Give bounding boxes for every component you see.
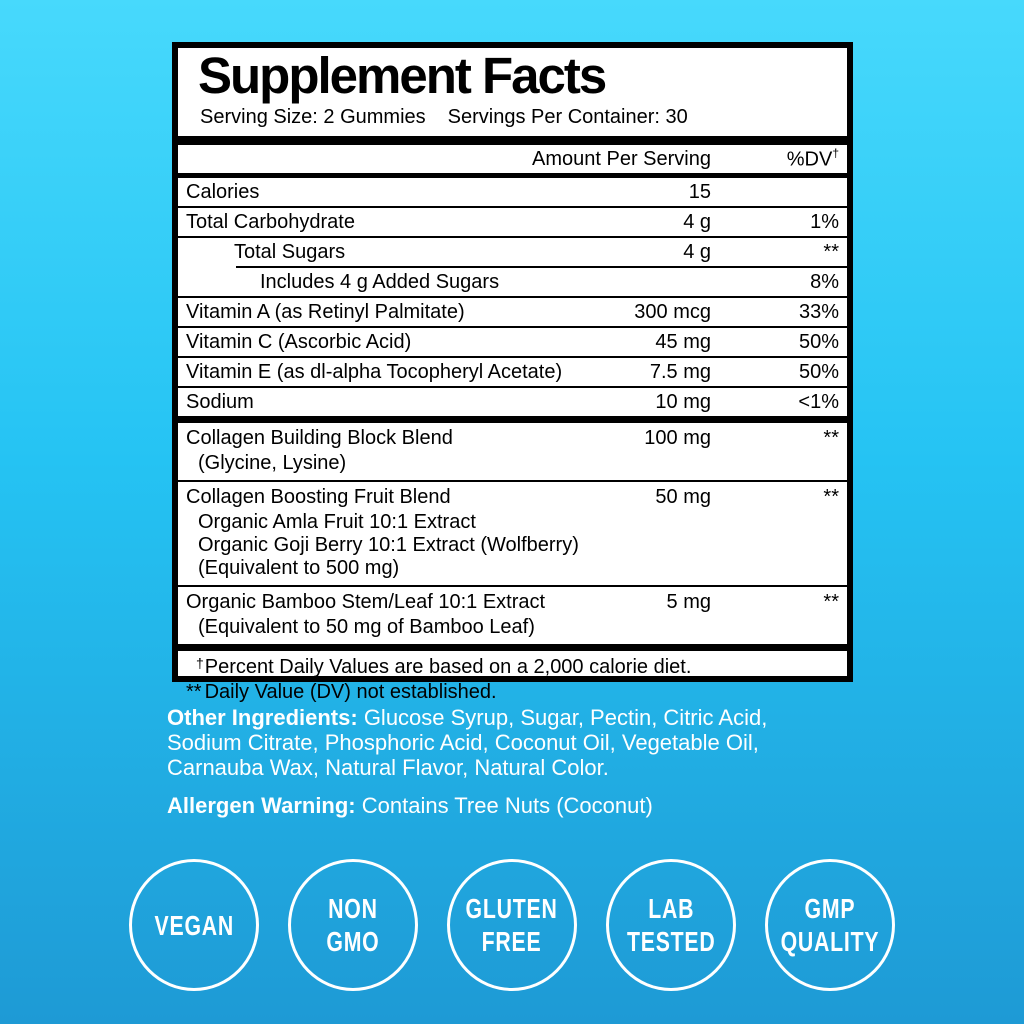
other-ingredients: [167, 705, 829, 780]
dagger-mark: †: [832, 145, 839, 160]
nutrient-line: [186, 358, 839, 386]
serving-size: Serving Size: 2 Gummies: [200, 106, 426, 128]
blend-subline: (Glycine, Lysine): [198, 452, 347, 474]
badge-label: [781, 892, 880, 958]
footnote-marker: †: [196, 655, 204, 671]
dv-label: %DV: [786, 148, 833, 171]
blend-line: [186, 587, 839, 616]
nutrient-row: [186, 208, 839, 236]
footnote-text: Daily Value (DV) not established.: [204, 681, 497, 703]
nutrient-line: [186, 388, 839, 416]
blend-subline: (Equivalent to 500 mg): [198, 557, 400, 579]
allergen-warning: [167, 793, 829, 818]
badge-line: GMO: [326, 926, 380, 957]
nutrient-amount: 7.5 mg: [649, 361, 711, 383]
badge-row: [0, 858, 1024, 992]
blend-dv: **: [823, 486, 839, 508]
nutrient-name: Vitamin A (as Retinyl Palmitate): [186, 301, 465, 323]
blend-amount: 100 mg: [644, 427, 711, 449]
nutrient-name: Sodium: [186, 391, 254, 413]
badge-line: GMP: [804, 893, 856, 924]
blend-row: [186, 423, 839, 480]
nutrient-rows: [186, 178, 839, 416]
nutrient-row: [186, 178, 839, 206]
badge-gluten-free: [447, 859, 577, 991]
badge-line: NON: [328, 893, 378, 924]
badge-non-gmo: [288, 859, 418, 991]
nutrient-dv: 1%: [810, 211, 839, 233]
thick-rule: [178, 416, 847, 423]
nutrient-amount: 4 g: [683, 211, 711, 233]
nutrient-amount: 300 mcg: [634, 301, 711, 323]
additional-info: [167, 705, 829, 818]
nutrient-dv: **: [823, 241, 839, 263]
blend-row: [186, 587, 839, 644]
footnote-marker: **: [186, 681, 202, 703]
nutrient-row: [186, 328, 839, 356]
nutrient-line: [186, 328, 839, 356]
nutrient-amount: 10 mg: [655, 391, 711, 413]
supplement-facts-panel: [172, 42, 853, 703]
nutrient-dv: 50%: [798, 361, 839, 383]
dv-column-header: [711, 147, 839, 172]
nutrient-line: [186, 178, 839, 206]
badge-line: QUALITY: [780, 926, 880, 957]
badge-line: VEGAN: [154, 909, 234, 941]
badge-label: [627, 892, 716, 958]
nutrient-row: [186, 298, 839, 326]
nutrient-dv: 50%: [798, 331, 839, 353]
footnote-text: Percent Daily Values are based on a 2,000 calorie diet.: [204, 656, 692, 678]
nutrient-row: [186, 358, 839, 386]
servings-per-container: Servings Per Container: 30: [447, 106, 688, 128]
nutrient-name: Calories: [186, 181, 260, 203]
blend-subline: Organic Goji Berry 10:1 Extract (Wolfberry): [198, 534, 579, 556]
allergen-warning-label: Allergen Warning:: [167, 793, 356, 818]
nutrient-amount: 45 mg: [655, 331, 711, 353]
badge-label: [326, 892, 379, 958]
nutrient-line: [186, 298, 839, 326]
nutrient-name: Includes 4 g Added Sugars: [260, 271, 500, 293]
nutrient-name: Vitamin E (as dl-alpha Tocopheryl Acetate): [186, 361, 563, 383]
blend-dv: **: [823, 591, 839, 613]
serving-info: [200, 105, 839, 129]
column-header-row: [186, 145, 839, 173]
badge-label: [154, 909, 233, 942]
blend-amount: 5 mg: [666, 591, 711, 613]
blend-name: Organic Bamboo Stem/Leaf 10:1 Extract: [186, 591, 546, 613]
nutrient-dv: [711, 179, 839, 205]
nutrient-name: Total Carbohydrate: [186, 211, 355, 233]
badge-lab-tested: [606, 859, 736, 991]
blend-line: [186, 423, 839, 452]
thick-rule: [178, 136, 847, 145]
allergen-warning-text: Contains Tree Nuts (Coconut): [361, 793, 653, 818]
footnote: [186, 655, 839, 680]
blend-line: [186, 482, 839, 511]
badge-label: [466, 892, 558, 958]
nutrient-name: Vitamin C (Ascorbic Acid): [186, 331, 412, 353]
nutrient-name: Total Sugars: [234, 241, 346, 263]
blend-name: Collagen Building Block Blend: [186, 427, 453, 449]
footnotes: [186, 651, 839, 704]
badge-line: LAB: [647, 893, 695, 924]
badge-gmp-quality: [765, 859, 895, 991]
blend-subline: Organic Amla Fruit 10:1 Extract: [198, 511, 476, 533]
panel-title: Supplement Facts: [198, 47, 606, 104]
other-ingredients-text: Glucose Syrup, Sugar, Pectin, Citric Acid, Sodium Citrate, Phosphoric Acid, Coconut Oil, Vegetable Oil, Carnauba Wax, Natural Flavor, Natural Color.: [167, 705, 768, 780]
nutrient-line: [186, 208, 839, 236]
nutrient-dv: <1%: [798, 391, 839, 413]
nutrient-amount: 15: [688, 181, 711, 203]
nutrient-row: [186, 388, 839, 416]
amount-column-header: Amount Per Serving: [532, 147, 711, 170]
blend-subline: (Equivalent to 50 mg of Bamboo Leaf): [198, 616, 535, 638]
other-ingredients-label: Other Ingredients:: [167, 705, 358, 730]
nutrient-dv: 8%: [810, 271, 839, 293]
nutrient-amount: 4 g: [683, 241, 711, 263]
badge-line: TESTED: [626, 926, 716, 957]
footnote: [186, 680, 839, 704]
nutrient-row: [186, 268, 839, 296]
badge-line: GLUTEN: [465, 893, 559, 924]
nutrient-line: [186, 238, 839, 266]
blend-rows: [186, 423, 839, 644]
blend-name: Collagen Boosting Fruit Blend: [186, 486, 451, 508]
badge-vegan: [129, 859, 259, 991]
blend-amount: 50 mg: [655, 486, 711, 508]
blend-dv: **: [823, 427, 839, 449]
nutrient-dv: 33%: [798, 301, 839, 323]
nutrient-row: [186, 238, 839, 266]
nutrient-line: [186, 268, 839, 296]
badge-line: FREE: [482, 926, 542, 957]
thick-rule: [178, 644, 847, 651]
blend-row: [186, 482, 839, 585]
